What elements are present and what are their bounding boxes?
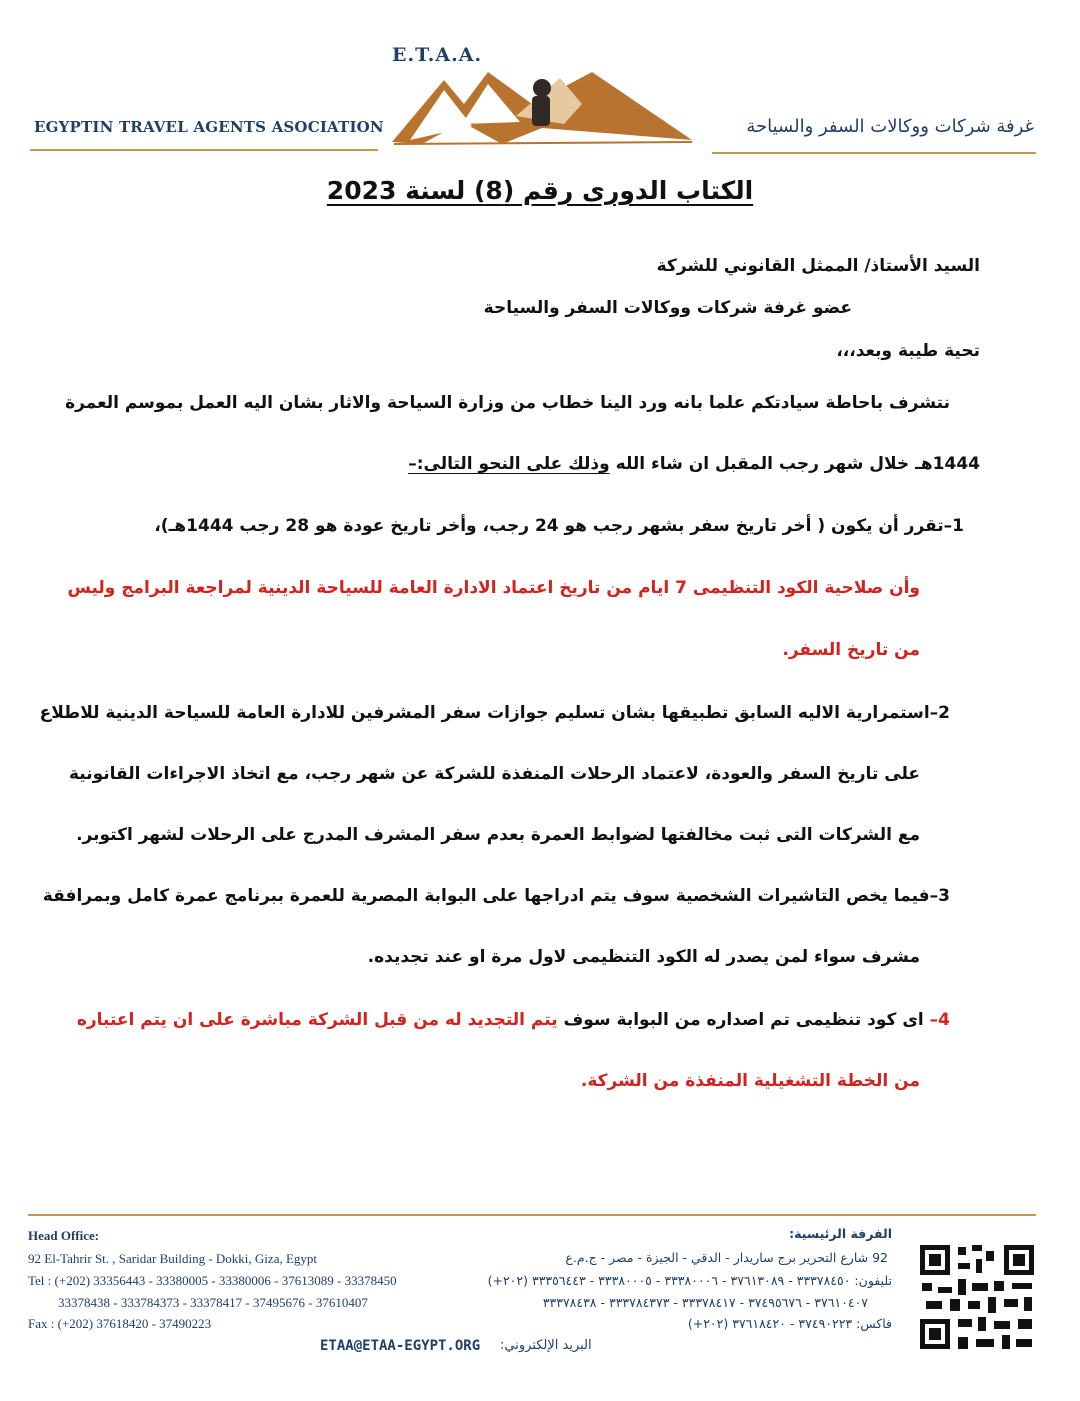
item-1-line-1: 1–تقرر أن يكون ( أخر تاريخ سفر بشهر رجب هو 24 رجب، وأخر تاريخ عودة هو 28 رجب 1444هـ)، (154, 516, 964, 536)
item-1-red-line-1: وأن صلاحية الكود التنظيمى 7 ايام من تاريخ اعتماد الادارة العامة للسياحة الدينية لمراجعة البرامج وليس (67, 578, 920, 598)
item-3-line-1: 3–فيما يخص التاشيرات الشخصية سوف يتم ادراجها على البوابة المصرية للعمرة ببرنامج عمرة كامل وبمرافقة (42, 886, 950, 906)
email-label-ar: البريد الإلكتروني: (500, 1338, 592, 1353)
header-divider-left (30, 149, 378, 151)
tel-ar-2: ٣٧٦١٠٤٠٧ - ٣٧٤٩٥٦٧٦ - ٣٣٣٧٨٤١٧ - ٣٣٣٧٨٤٣٧٣ - ٣٣٣٧٨٤٣٨ (542, 1295, 868, 1310)
item-2-line-2: على تاريخ السفر والعودة، لاعتماد الرحلات المنفذة للشركة عن شهر رجب، مع اتخاذ الاجراءات القانونية (68, 764, 920, 784)
item-4-line-2: من الخطة التشغيلية المنفذة من الشركة. (580, 1071, 920, 1091)
email-address[interactable]: ETAA@ETAA-EGYPT.ORG (320, 1338, 481, 1354)
etaa-mark: E.T.A.A. (392, 44, 483, 66)
address-en: 92 El-Tahrir St. , Saridar Building - Dokki, Giza, Egypt (28, 1251, 318, 1266)
arabic-org-name: غرفة شركات ووكالات السفر والسياحة (746, 116, 1034, 137)
page-title: الكتاب الدورى رقم (8) لسنة 2023 (326, 176, 754, 205)
english-org-name: EGYPTIN TRAVEL AGENTS ASOCIATION (34, 118, 384, 136)
recipient-line-1: السيد الأستاذ/ الممثل القانوني للشركة (656, 256, 980, 276)
office-label-ar: الفرفة الرئيسية: (789, 1226, 892, 1241)
qr-code-icon (918, 1243, 1036, 1351)
recipient-line-2: عضو غرفة شركات ووكالات السفر والسياحة (483, 298, 852, 318)
tel-en-2: 33378438 - 333784373 - 33378417 - 37495676 - 37610407 (58, 1295, 368, 1310)
tel-en-1: Tel : (+202) 33356443 - 33380005 - 33380006 - 37613089 - 33378450 (28, 1273, 397, 1288)
item-1-red-line-2: من تاريخ السفر. (782, 640, 920, 660)
footer-divider (28, 1214, 1036, 1216)
fax-ar: فاكس: ٣٧٤٩٠٢٢٣ - ٣٧٦١٨٤٢٠ (٢٠٢+) (687, 1316, 892, 1331)
item-4-line-1: 4– اى كود تنظيمى تم اصداره من البوابة سوف يتم التجديد له من قبل الشركة مباشرة على ان يتم اعتباره (76, 1010, 950, 1030)
pyramids-pharaoh-logo-icon (392, 64, 702, 156)
greeting: تحية طيبة وبعد،،، (836, 341, 980, 361)
intro-line-1: نتشرف باحاطة سيادتكم علما بانه ورد الينا خطاب من وزارة السياحة والاثار بشان اليه العمل بموسم العمرة (65, 393, 950, 413)
item-2-line-1: 2–استمرارية الاليه السابق تطبيقها بشان تسليم جوازات سفر المشرفين للادارة العامة للسياحة الدينية للاطلاع (39, 703, 950, 723)
intro-line-2: 1444هـ خلال شهر رجب المقبل ان شاء الله وذلك على النحو التالى:– (408, 454, 980, 474)
tel-ar-1: تليفون: ٣٣٣٧٨٤٥٠ - ٣٧٦١٣٠٨٩ - ٣٣٣٨٠٠٠٦ - ٣٣٣٨٠٠٠٥ - ٣٣٣٥٦٤٤٣ (٢٠٢+) (487, 1273, 892, 1288)
head-office-label: Head Office: (28, 1228, 100, 1243)
header-divider-right (712, 152, 1036, 154)
item-3-line-2: مشرف سواء لمن يصدر له الكود التنظيمى لاول مرة او عند تجديده. (367, 947, 920, 967)
fax-en: Fax : (+202) 37618420 - 37490223 (28, 1316, 212, 1331)
address-ar: 92 شارع التحرير برج ساريدار - الدقي - الجيزة - مصر - ج.م.ع (565, 1250, 888, 1265)
item-2-line-3: مع الشركات التى ثبت مخالفتها لضوابط العمرة بعدم سفر المشرف المدرج على الرحلات لشهر اكتوبر. (76, 825, 920, 845)
